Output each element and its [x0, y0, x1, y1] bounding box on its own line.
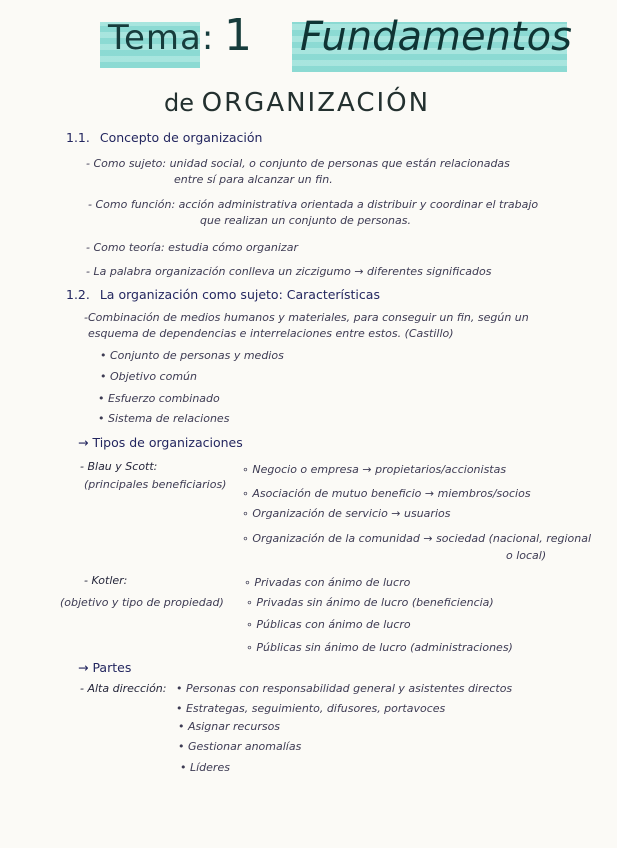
section-title: Concepto de organización — [99, 130, 263, 145]
list-item: • Objetivo común — [100, 370, 197, 383]
subtitle — [164, 88, 430, 118]
tipos-heading: → Tipos de organizaciones — [78, 435, 243, 450]
section-1-2-heading — [66, 287, 380, 302]
list-item: - Como teoría: estudia cómo organizar — [86, 241, 298, 254]
list-item: ∘ Públicas sin ánimo de lucro (administraciones) — [246, 641, 513, 654]
list-item: • Estrategas, seguimiento, difusores, portavoces — [176, 702, 446, 715]
title-tema: Tema: — [108, 18, 215, 58]
list-item: • Asignar recursos — [178, 720, 281, 733]
section-1-1-heading — [66, 130, 262, 145]
list-item: - Como función: acción administrativa orientada a distribuir y coordinar el trabajo — [88, 198, 539, 211]
list-item: ∘ Privadas sin ánimo de lucro (beneficiencia) — [246, 596, 494, 609]
list-item: ∘ Asociación de mutuo beneficio → miembros/socios — [242, 487, 531, 500]
list-item: - La palabra organización conlleva un ziczigumo → diferentes significados — [86, 265, 492, 278]
list-item: • Gestionar anomalías — [178, 740, 302, 753]
kotler-label: - Kotler: — [84, 574, 128, 587]
blau-sub: (principales beneficiarios) — [84, 478, 227, 491]
section-title: La organización como sujeto: Características — [99, 287, 380, 302]
section-number: 1.1. — [66, 130, 90, 145]
subtitle-word: ORGANIZACIÓN — [201, 88, 431, 118]
subtitle-prefix: de — [164, 89, 194, 117]
list-item: -Combinación de medios humanos y materiales, para conseguir un fin, según un — [84, 311, 529, 324]
blau-label: - Blau y Scott: — [80, 460, 158, 473]
list-item: ∘ Negocio o empresa → propietarios/accionistas — [242, 463, 507, 476]
list-item: que realizan un conjunto de personas. — [200, 214, 411, 227]
alta-label: - Alta dirección: — [80, 682, 167, 695]
list-item: • Sistema de relaciones — [98, 412, 230, 425]
list-item: o local) — [506, 549, 547, 562]
list-item: ∘ Públicas con ánimo de lucro — [246, 618, 411, 631]
list-item: esquema de dependencias e interrelaciones entre estos. (Castillo) — [88, 327, 454, 340]
list-item: • Líderes — [180, 761, 230, 774]
partes-heading: → Partes — [78, 660, 132, 675]
kotler-sub: (objetivo y tipo de propiedad) — [60, 596, 224, 609]
list-item: ∘ Organización de servicio → usuarios — [242, 507, 451, 520]
list-item: ∘ Privadas con ánimo de lucro — [244, 576, 411, 589]
list-item: • Conjunto de personas y medios — [100, 349, 284, 362]
section-number: 1.2. — [66, 287, 90, 302]
list-item: entre sí para alcanzar un fin. — [174, 173, 333, 186]
list-item: • Personas con responsabilidad general y asistentes directos — [176, 682, 513, 695]
list-item: • Esfuerzo combinado — [98, 392, 220, 405]
title-fundamentos: Fundamentos — [300, 14, 572, 60]
list-item: - Como sujeto: unidad social, o conjunto de personas que están relacionadas — [86, 157, 510, 170]
title-number: 1 — [224, 10, 252, 61]
list-item: ∘ Organización de la comunidad → sociedad (nacional, regional — [242, 532, 592, 545]
